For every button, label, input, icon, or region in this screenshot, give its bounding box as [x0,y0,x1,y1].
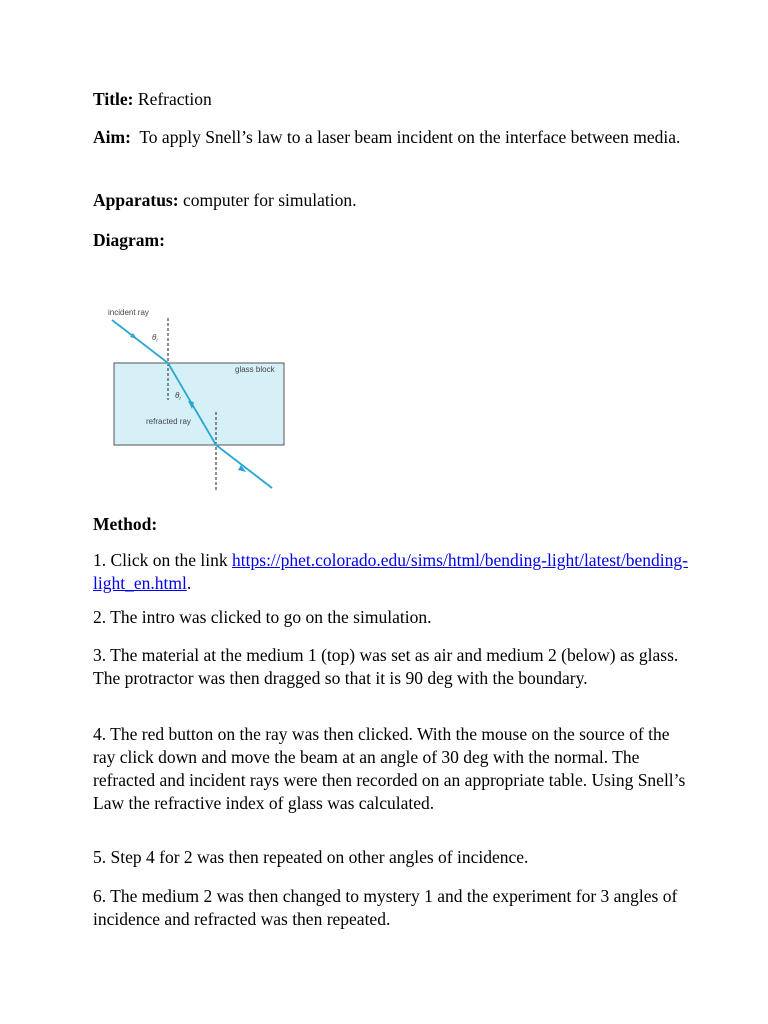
step-1-suffix: . [186,573,192,593]
method-step-3: 3. The material at the medium 1 (top) was set as air and medium 2 (below) as glass. The protractor was then dragged so that it is 90 deg with the boundary. [93,645,679,688]
aim-paragraph [93,126,693,149]
aim-text: To apply Snell’s law to a laser beam incident on the interface between media. [139,127,681,147]
aim-label: Aim: [93,127,131,147]
diagram-heading [93,229,693,252]
method-heading [93,513,693,536]
glass-block [114,363,284,445]
title-line [93,88,693,111]
method-step-1 [93,549,693,595]
apparatus-text: computer for simulation. [182,190,357,210]
step-1-prefix: 1. Click on the link [93,550,233,570]
diagram-label: Diagram: [93,230,165,250]
theta-r-symbol: $\theta_r$ [175,391,182,402]
title-value: Refraction [137,89,212,109]
method-label: Method: [93,514,158,534]
refracted-ray-label: refracted ray [146,417,191,426]
method-step-6: 6. The medium 2 was then changed to mystery 1 and the experiment for 3 angles of incidence and refracted was then repeated. [93,886,678,929]
method-step-4: 4. The red button on the ray was then clicked. With the mouse on the source of the ray click down and move the beam at an angle of 30 deg with the normal. The refracted and incident rays were then recorded on an appropriate table. Using Snell’s Law the refractive index of glass was calculated. [93,724,686,813]
apparatus-line [93,189,693,212]
refraction-diagram [100,300,290,500]
title-label: Title: [93,89,134,109]
method-step-2: 2. The intro was clicked to go on the simulation. [93,607,432,627]
apparatus-label: Apparatus: [93,190,179,210]
incident-ray-label: incident ray [108,308,149,317]
theta-i-symbol: $\theta_i$ [152,333,158,344]
simulation-link[interactable]: https://phet.colorado.edu/sims/html/bending-light/latest/bending-light_en.html [93,550,688,593]
glass-block-label: glass block [235,365,275,374]
method-step-5: 5. Step 4 for 2 was then repeated on other angles of incidence. [93,847,529,867]
